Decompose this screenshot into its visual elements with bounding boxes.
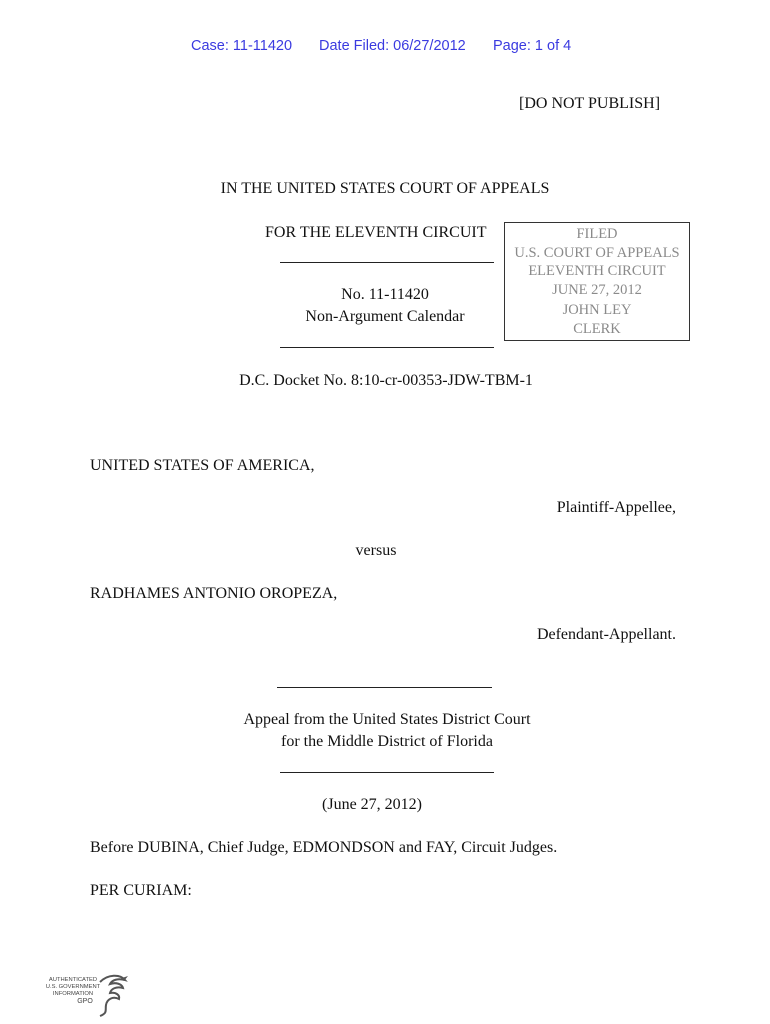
decision-date: (June 27, 2012) [322,796,422,813]
case-number-header: Case: 11-11420 [191,38,293,54]
plaintiff-role: Plaintiff-Appellee, [556,499,676,516]
defendant-name: RADHAMES ANTONIO OROPEZA, [90,585,338,602]
case-number: No. 11-11420 [341,286,429,303]
stamp-court: U.S. COURT OF APPEALS [514,244,680,261]
divider-rule [280,347,494,348]
seal-line-2: U.S. GOVERNMENT [45,984,101,990]
circuit-name: FOR THE ELEVENTH CIRCUIT [265,224,487,241]
stamp-date: JUNE 27, 2012 [552,281,642,298]
per-curiam: PER CURIAM: [90,882,192,899]
publish-notice: [DO NOT PUBLISH] [519,95,661,112]
defendant-role: Defendant-Appellant. [536,626,676,643]
filed-stamp [504,222,690,341]
calendar-type: Non-Argument Calendar [305,308,465,325]
eagle-icon [94,972,130,1018]
versus-label: versus [355,542,397,559]
panel-judges: Before DUBINA, Chief Judge, EDMONDSON and FAY, Circuit Judges. [90,839,558,856]
appeal-court: Appeal from the United States District Court [243,711,531,728]
page-number-header: Page: 1 of 4 [493,38,572,54]
seal-line-1: AUTHENTICATED [48,977,98,983]
divider-rule [280,772,494,773]
divider-rule [277,687,492,688]
stamp-clerk-name: JOHN LEY [562,302,632,319]
court-name: IN THE UNITED STATES COURT OF APPEALS [220,180,550,197]
plaintiff-name: UNITED STATES OF AMERICA, [90,457,315,474]
docket-number: D.C. Docket No. 8:10-cr-00353-JDW-TBM-1 [239,372,533,389]
gpo-authentication-seal [40,972,132,1018]
stamp-circuit: ELEVENTH CIRCUIT [528,263,666,280]
divider-rule [280,262,494,263]
stamp-clerk-title: CLERK [573,320,621,337]
date-filed-header: Date Filed: 06/27/2012 [319,38,466,54]
seal-line-3: INFORMATION [52,991,94,997]
appeal-district: for the Middle District of Florida [281,733,493,750]
stamp-filed: FILED [576,226,618,242]
seal-line-4: GPO [77,998,93,1005]
